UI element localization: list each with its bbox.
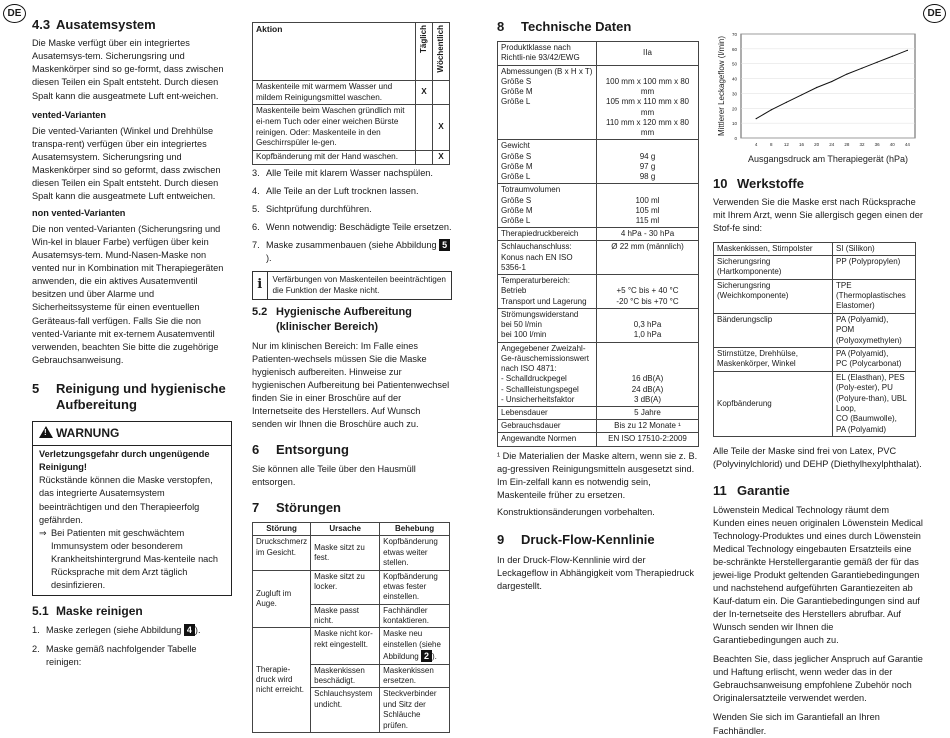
- table-row: [498, 228, 699, 241]
- data-point: [816, 87, 817, 88]
- y-tick-label: 70: [731, 32, 737, 37]
- tech-value: +5 °C bis + 40 °C -20 °C bis +70 °C: [597, 275, 699, 309]
- paragraph: Alle Teile der Maske sind frei von Latex, PVC (Polyvinylchlorid) und DEHP (Diethylhexylphthalat).: [713, 446, 922, 470]
- paragraph: Löwenstein Medical Technology räumt dem Kunden eines neuen originalen Löwenstein Medical Technology-Produktes und eines durch Löwenstein Medical Technology eingebauten Ersatzteils eine be-schränkte Herstellergarantie gemäß der für das jewei-lige Produkt geltenden Garantiebedingungen und nachstehend aufgeführten Garantiezeiten ab Kauf-datum ein. Die Garantiebedingungen sind auf der In-ternetseite des Herstellers abrufbar. Auf Wunsch senden wir Ihnen die Garantiebedingungen auch zu.: [713, 504, 923, 646]
- info-icon: i: [253, 272, 268, 299]
- material-value: SI (Silikon): [833, 242, 916, 255]
- x-tick-label: 24: [829, 142, 835, 147]
- section-10-heading: 10 Werkstoffe: [713, 176, 804, 192]
- table-row: Maskenteile beim Waschen gründlich mit ei-nem Tuch oder einer weichen Bürste reinigen. Oder: Maskenteile in den Geschirrspüler le-gen. X: [253, 105, 450, 151]
- list-item: 4. Alle Teile an der Luft trocknen lassen.: [252, 185, 419, 196]
- material-value: PA (Polyamid), PC (Polycarbonat): [833, 348, 916, 372]
- y-tick-label: 60: [731, 46, 737, 52]
- table-row: [498, 308, 699, 342]
- y-tick-label: 10: [731, 121, 737, 127]
- tech-label: Temperaturbereich: Betrieb Transport und Lagerung: [498, 275, 597, 309]
- list-item: 1. Maske zerlegen (siehe Abbildung 4 ).: [32, 624, 201, 635]
- data-point: [756, 118, 757, 119]
- table-row: [498, 433, 699, 446]
- tech-value: Bis zu 12 Monate ¹: [597, 420, 699, 433]
- table-row: [498, 342, 699, 406]
- table-row: [714, 348, 916, 372]
- paragraph: Wenden Sie sich im Garantiefall an Ihren Fachhändler.: [713, 712, 880, 736]
- material-value: TPE (Thermoplastisches Elastomer): [833, 279, 916, 313]
- column-2: [252, 22, 452, 733]
- section-11-heading: 11 Garantie: [713, 483, 790, 499]
- y-tick-label: 50: [731, 61, 737, 67]
- arrow-icon: ⇒: [39, 527, 47, 538]
- tech-label: Therapiedruckbereich: [498, 228, 597, 241]
- x-tick-label: 4: [754, 142, 758, 147]
- table-row: [498, 42, 699, 65]
- tech-label: Totraumvolumen Größe S Größe M Größe L: [498, 184, 597, 228]
- info-box: i Verfärbungen von Maskenteilen beeinträchtigen die Funktion der Maske nicht.: [252, 271, 452, 300]
- list-item: 2. Maske gemäß nachfolgender Tabelle reinigen:: [32, 644, 197, 668]
- tech-label: Gewicht Größe S Größe M Größe L: [498, 140, 597, 184]
- material-part: Bänderungsclip: [714, 313, 833, 347]
- paragraph: Konstruktionsänderungen vorbehalten.: [497, 506, 655, 517]
- tech-value: 16 dB(A) 24 dB(A) 3 dB(A): [597, 342, 699, 406]
- table-row: [714, 279, 916, 313]
- table-row: Kopfbänderung mit der Hand waschen. X: [253, 150, 450, 164]
- tech-value: IIa: [597, 42, 699, 65]
- material-value: PA (Polyamid), POM (Polyoxymethylen): [833, 313, 916, 347]
- table-row: Maske passt nicht. Fachhändler kontaktieren.: [253, 604, 450, 628]
- column-4: [713, 30, 923, 738]
- x-tick-label: 36: [874, 142, 880, 147]
- material-part: Sicherungsring (Hartkomponente): [714, 255, 833, 279]
- table-row: [498, 241, 699, 275]
- table-row: [714, 255, 916, 279]
- data-point: [846, 74, 847, 75]
- section-4-3-heading: 4.3 Ausatemsystem: [32, 17, 156, 32]
- language-badge-right: DE: [923, 4, 946, 23]
- y-tick-label: 0: [734, 136, 737, 141]
- material-part: Maskenkissen, Stirnpolster: [714, 242, 833, 255]
- warning-body: Verletzungsgefahr durch ungenügende Reinigung! Rückstände können die Maske verstopfen, das integrierte Ausatemsystem beeinträchtigen und den Therapieerfolg gefährden. ⇒ Bei Patienten mit geschwächtem Immunsystem oder besonderem Krankheitshintergrund Mas-kenteile nach Rücksprache mit dem Arzt täglich desinfizieren.: [33, 445, 231, 595]
- table-row: Druckschmerz im Gesicht. Maske sitzt zu fest. Kopfbänderung etwas weiter stellen.: [253, 536, 450, 570]
- table-row: Schlauchsystem undicht. Steckverbinder und Sitz der Schläuche prüfen.: [253, 688, 450, 733]
- table-row: [714, 242, 916, 255]
- table-row: [498, 406, 699, 419]
- table-row: [498, 275, 699, 309]
- tech-label: Angewandte Normen: [498, 433, 597, 446]
- data-point: [892, 56, 893, 57]
- technical-data-table: [497, 41, 699, 446]
- tech-value: 5 Jahre: [597, 406, 699, 419]
- x-axis-label: Ausgangsdruck am Therapiegerät (hPa): [748, 154, 908, 164]
- tech-label: Abmessungen (B x H x T) Größe S Größe M Größe L: [498, 65, 597, 140]
- tech-value: EN ISO 17510-2:2009: [597, 433, 699, 446]
- y-tick-label: 40: [731, 76, 737, 82]
- x-tick-label: 32: [859, 142, 865, 147]
- table-row: Zugluft im Auge. Maske sitzt zu locker. Kopfbänderung etwas fester einstellen.: [253, 570, 450, 604]
- table-row: Maskenteile mit warmem Wasser und mildem Reinigungsmittel waschen. X: [253, 81, 450, 105]
- material-part: Sicherungsring (Weichkomponente): [714, 279, 833, 313]
- table-row: Therapie-druck wird nicht erreicht. Maske nicht kor-rekt eingestellt. Maske neu einstellen (siehe Abbildung 2 ).: [253, 628, 450, 664]
- data-point: [771, 109, 772, 110]
- subheading: vented-Varianten: [32, 109, 107, 120]
- tech-label: Strömungswiderstand bei 50 l/min bei 100 l/min: [498, 308, 597, 342]
- data-point: [801, 94, 802, 95]
- warning-icon: !: [39, 426, 53, 438]
- language-badge-left: DE: [3, 4, 26, 23]
- cleaning-table: Aktion Täglich Wöchentlich Maskenteile mit warmem Wasser und mildem Reinigungsmittel waschen. X Maskenteile beim Waschen gründlich mit ei-nem Tuch oder einer weichen Bürste reinigen. Oder: Maskenteile in den Geschirrspüler le-gen. X Kopfbänderung mit der Hand waschen. X: [252, 22, 450, 165]
- section-5-heading: 5 Reinigung und hygienische Aufbereitung: [32, 380, 226, 412]
- plot-frame: [741, 34, 915, 138]
- x-tick-label: 28: [844, 142, 850, 147]
- table-row: [498, 65, 699, 140]
- material-value: EL (Elasthan), PES (Poly-ester), PU (Polyure-than), UBL Loop, CO (Baumwolle), PA (Polyamid): [833, 371, 916, 436]
- materials-table: [713, 242, 916, 438]
- paragraph: Beachten Sie, dass jeglicher Anspruch auf Garantie und Haftung erlischt, wenn weder das in der Gebrauchsanweisung empfohlene Zubehör noch Originalersatzteile verwendet werden.: [713, 654, 923, 704]
- footnote: ¹ Die Materialien der Maske altern, wenn sie z. B. ag-gressiven Reinigungsmitteln ausgesetzt sind. Im Ein-zelfall kann es notwendig sein, Maskenteile früher zu ersetzen.: [497, 450, 698, 500]
- tech-label: Lebensdauer: [498, 406, 597, 419]
- paragraph: Nur im klinischen Bereich: Im Falle eines Patienten-wechsels müssen Sie die Maske hygienisch aufbereiten. Hinweise zur hygienischen Aufbereitung bei Patientenwechsel finden Sie in einer Broschüre auf der Internetseite des Herstellers. Auf Wunsch senden wir Ihnen die Broschüre auch zu.: [252, 340, 450, 430]
- tech-label: Produktklasse nach Richtli-nie 93/42/EWG: [498, 42, 597, 65]
- tech-label: Angegebener Zweizahl-Ge-räuschemissionswert nach ISO 4871: - Schalldruckpegel - Schallleistungspegel - Unsicherheitsfaktor: [498, 342, 597, 406]
- troubleshooting-table: Störung Ursache Behebung Druckschmerz im Gesicht. Maske sitzt zu fest. Kopfbänderung etwas weiter stellen. Zugluft im Auge. Maske sitzt zu locker. Kopfbänderung etwas fester einstellen. Maske passt nicht. Fachhändler kontaktieren. Therapie-druck wird nicht erreicht. Maske nicht kor-rekt eingestellt. Maske neu einstellen (siehe Abbildung 2 ). Maskenkissen beschädigt. Maskenkissen ersetzen. Schlauchsystem undicht. Steckverbinder und Sitz der Schläuche prüfen.: [252, 522, 450, 733]
- column-1: [32, 17, 232, 669]
- data-point: [786, 102, 787, 103]
- table-row: [498, 420, 699, 433]
- paragraph: In der Druck-Flow-Kennlinie wird der Leckageflow in Abhängigkeit vom Therapiedruck dargestellt.: [497, 555, 694, 592]
- table-row: [714, 371, 916, 436]
- x-tick-label: 12: [783, 142, 789, 147]
- tech-value: 0,3 hPa 1,0 hPa: [597, 308, 699, 342]
- material-value: PP (Polypropylen): [833, 255, 916, 279]
- data-point: [877, 62, 878, 63]
- tech-label: Schlauchanschluss: Konus nach EN ISO 5356-1: [498, 241, 597, 275]
- y-tick-label: 30: [731, 91, 737, 97]
- material-part: Kopfbänderung: [714, 371, 833, 436]
- x-tick-label: 40: [889, 142, 895, 147]
- section-8-heading: 8 Technische Daten: [497, 19, 632, 34]
- column-3: [497, 19, 699, 593]
- data-point: [831, 81, 832, 82]
- section-6-heading: 6 Entsorgung: [252, 442, 349, 458]
- tech-value: 4 hPa - 30 hPa: [597, 228, 699, 241]
- tech-value: 100 mm x 100 mm x 80 mm 105 mm x 110 mm x 80 mm 110 mm x 120 mm x 80 mm: [597, 65, 699, 140]
- table-row: [498, 184, 699, 228]
- pressure-flow-chart: [713, 30, 923, 168]
- section-9-heading: 9 Druck-Flow-Kennlinie: [497, 532, 655, 547]
- section-5-2-heading: 5.2 Hygienische Aufbereitung (klinischer Bereich): [252, 306, 412, 333]
- figure-reference[interactable]: 4: [184, 624, 195, 636]
- list-item: 3. Alle Teile mit klarem Wasser nachspülen.: [252, 167, 433, 178]
- tech-value: Ø 22 mm (männlich): [597, 241, 699, 275]
- table-row: Maskenkissen beschädigt. Maskenkissen ersetzen.: [253, 664, 450, 688]
- list-item: 7. Maske zusammenbauen (siehe Abbildung 5).: [252, 239, 452, 265]
- list-item: 5. Sichtprüfung durchführen.: [252, 203, 372, 214]
- paragraph: Die vented-Varianten (Winkel und Drehhülse transpa-rent) verfügen über ein integriertes Ausatemsystem. Sicherungsring und Maskenkörper sind so geformt, dass zwischen diesen Teilen ein Spalt entsteht. Durch diesen Spalt kann die ausgeatmete Luft entweichen.: [32, 125, 221, 201]
- paragraph: Die Maske verfügt über ein integriertes Ausatemsys-tem. Sicherungsring und Maskenkörper sind so ge-formt, dass zwischen diesen Teilen ein Spalt entsteht. Durch diesen Spalt kann die ausgeatmete Luft ent-weichen.: [32, 38, 224, 101]
- y-tick-label: 20: [731, 106, 737, 112]
- data-point: [907, 50, 908, 51]
- warning-box: [32, 421, 232, 596]
- paragraph: Die non vented-Varianten (Sicherungsring und Win-kel in blauer Farbe) verfügen über kein Ausatemsys-tem. Mund-Nasen-Maske non vented nur in Kombination mit Therapiegeräten anwenden, die ein aktives Ausatemventil besitzen und über Alarme und Sicherheitssysteme für einen eventuellen Geräteaus-fall verfügen. Falls Sie die non vented-Variante mit ex-ternem Ausatemventil verwenden, beachten Sie bitte die zugehörige Gebrauchsanweisung.: [32, 224, 224, 365]
- y-axis-label: Mittlerer Leckageflow (l/min): [717, 35, 726, 137]
- tech-value: 94 g 97 g 98 g: [597, 140, 699, 184]
- figure-reference[interactable]: 2: [421, 650, 432, 662]
- section-7-heading: 7 Störungen: [252, 499, 341, 515]
- table-row: [498, 140, 699, 184]
- section-5-1-heading: 5.1 Maske reinigen: [32, 603, 143, 618]
- material-part: Stirnstütze, Drehhülse, Maskenkörper, Winkel: [714, 348, 833, 372]
- warning-header: ! WARNUNG: [33, 422, 231, 445]
- x-tick-label: 8: [770, 142, 773, 147]
- tech-label: Gebrauchsdauer: [498, 420, 597, 433]
- subheading: non vented-Varianten: [32, 208, 126, 218]
- paragraph: Verwenden Sie die Maske erst nach Rücksprache mit Ihrem Arzt, wenn Sie allergisch gegen einen der Stof-fe sind:: [713, 197, 923, 234]
- table-row: [714, 313, 916, 347]
- x-tick-label: 44: [904, 142, 910, 147]
- figure-reference[interactable]: 5: [439, 239, 450, 251]
- list-item: 6. Wenn notwendig: Beschädigte Teile ersetzen.: [252, 221, 452, 232]
- x-tick-label: 20: [814, 142, 820, 147]
- data-point: [861, 68, 862, 69]
- tech-value: 100 ml 105 ml 115 ml: [597, 184, 699, 228]
- x-tick-label: 16: [799, 142, 805, 147]
- paragraph: Sie können alle Teile über den Hausmüll entsorgen.: [252, 463, 416, 487]
